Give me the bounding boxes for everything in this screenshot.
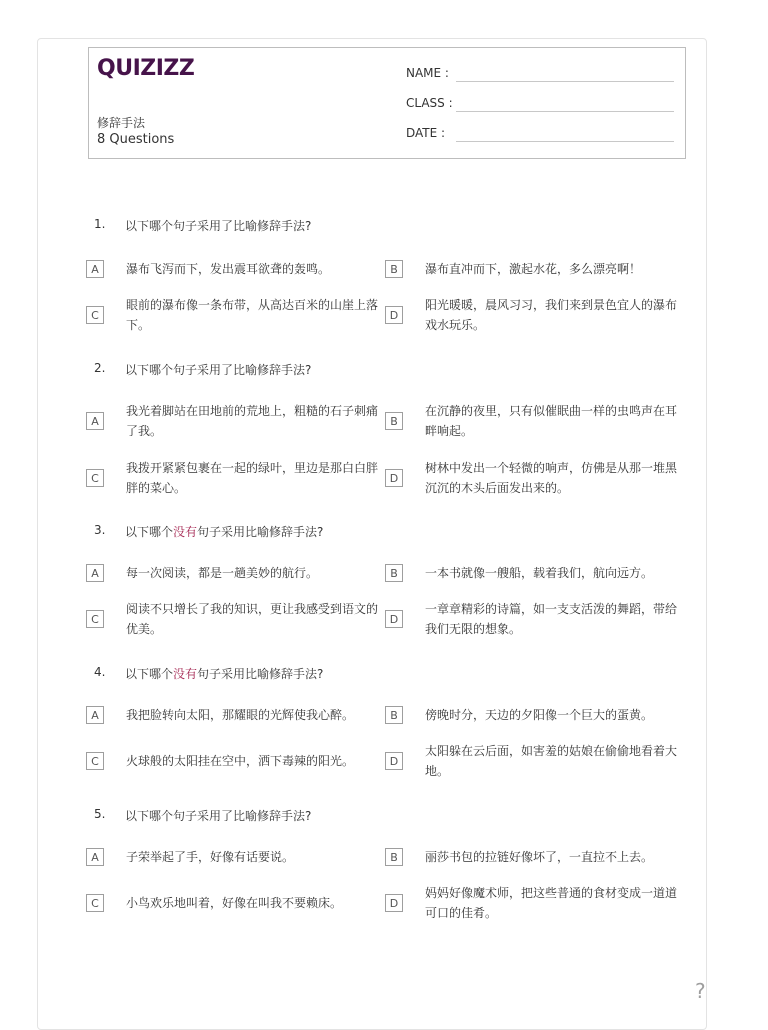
- highlight-word: 没有: [173, 525, 198, 539]
- option-letter: B: [385, 260, 403, 278]
- option-letter: D: [385, 469, 403, 487]
- quizizz-logo: QUIZIZZ: [97, 56, 195, 81]
- option-text: 傍晚时分，天边的夕阳像一个巨大的蛋黄。: [425, 708, 654, 722]
- option-text: 丽莎书包的拉链好像坏了，一直拉不上去。: [425, 850, 654, 864]
- option-text: 瀑布飞泻而下，发出震耳欲聋的轰鸣。: [126, 262, 331, 276]
- date-label: DATE :: [406, 126, 446, 140]
- date-field[interactable]: [406, 126, 456, 140]
- option-text: 瀑布直冲而下，激起水花，多么漂亮啊！: [425, 262, 642, 276]
- question-number: 1.: [94, 217, 106, 231]
- name-line: [456, 81, 674, 82]
- name-label: NAME :: [406, 66, 449, 80]
- option-text: 我把脸转向太阳，那耀眼的光辉使我心醉。: [126, 708, 355, 722]
- option-letter: D: [385, 752, 403, 770]
- worksheet-page: [37, 38, 707, 1030]
- option-text: 每一次阅读，都是一趟美妙的航行。: [126, 566, 319, 580]
- option-text: 树林中发出一个轻微的响声，仿佛是从那一堆黑沉沉的木头后面发出来的。: [425, 461, 678, 495]
- question-count: 8 Questions: [97, 132, 175, 147]
- option-letter: B: [385, 848, 403, 866]
- option-letter: D: [385, 610, 403, 628]
- name-field[interactable]: [406, 66, 456, 80]
- option-letter: A: [86, 564, 104, 582]
- option-text: 我拨开紧紧包裹在一起的绿叶，里边是那白白胖胖的菜心。: [126, 461, 379, 495]
- option-letter: D: [385, 894, 403, 912]
- question-number: 3.: [94, 523, 106, 537]
- option-text: 我光着脚站在田地前的荒地上，粗糙的石子刺痛了我。: [126, 404, 379, 438]
- question-text: 以下哪个没有句子采用比喻修辞手法?: [125, 667, 324, 681]
- class-field[interactable]: [406, 96, 456, 110]
- option-letter: B: [385, 564, 403, 582]
- question-number: 5.: [94, 807, 106, 821]
- option-text: 在沉静的夜里，只有似催眠曲一样的虫鸣声在耳畔响起。: [425, 404, 678, 438]
- option-text: 妈妈好像魔术师，把这些普通的食材变成一道道可口的佳肴。: [425, 886, 678, 920]
- option-text: 火球般的太阳挂在空中，洒下毒辣的阳光。: [126, 754, 355, 768]
- option-letter: A: [86, 412, 104, 430]
- date-line: [456, 141, 674, 142]
- question-number: 4.: [94, 665, 106, 679]
- worksheet-title: 修辞手法: [97, 116, 146, 130]
- help-icon[interactable]: ?: [695, 979, 706, 1003]
- option-letter: C: [86, 306, 104, 324]
- option-letter: A: [86, 260, 104, 278]
- question-number: 2.: [94, 361, 106, 375]
- option-letter: C: [86, 469, 104, 487]
- worksheet-header: [88, 47, 686, 159]
- question-text: 以下哪个句子采用了比喻修辞手法?: [125, 219, 312, 233]
- option-text: 一章章精彩的诗篇，如一支支活泼的舞蹈，带给我们无限的想象。: [425, 602, 678, 636]
- option-letter: A: [86, 706, 104, 724]
- option-letter: C: [86, 752, 104, 770]
- option-text: 阳光暖暖，晨风习习，我们来到景色宜人的瀑布戏水玩乐。: [425, 298, 678, 332]
- option-letter: C: [86, 610, 104, 628]
- option-letter: A: [86, 848, 104, 866]
- option-text: 阅读不只增长了我的知识，更让我感受到语文的优美。: [126, 602, 379, 636]
- class-line: [456, 111, 674, 112]
- option-letter: B: [385, 706, 403, 724]
- question-text: 以下哪个没有句子采用比喻修辞手法?: [125, 525, 324, 539]
- option-text: 小鸟欢乐地叫着，好像在叫我不要赖床。: [126, 896, 343, 910]
- option-letter: B: [385, 412, 403, 430]
- option-letter: C: [86, 894, 104, 912]
- class-label: CLASS :: [406, 96, 453, 110]
- option-text: 太阳躲在云后面，如害羞的姑娘在偷偷地看着大地。: [425, 744, 678, 778]
- option-text: 子荣举起了手，好像有话要说。: [126, 850, 295, 864]
- option-text: 眼前的瀑布像一条布带，从高达百米的山崖上落下。: [126, 298, 379, 332]
- option-letter: D: [385, 306, 403, 324]
- highlight-word: 没有: [173, 667, 198, 681]
- question-text: 以下哪个句子采用了比喻修辞手法?: [125, 363, 312, 377]
- option-text: 一本书就像一艘船，载着我们，航向远方。: [425, 566, 654, 580]
- question-text: 以下哪个句子采用了比喻修辞手法?: [125, 809, 312, 823]
